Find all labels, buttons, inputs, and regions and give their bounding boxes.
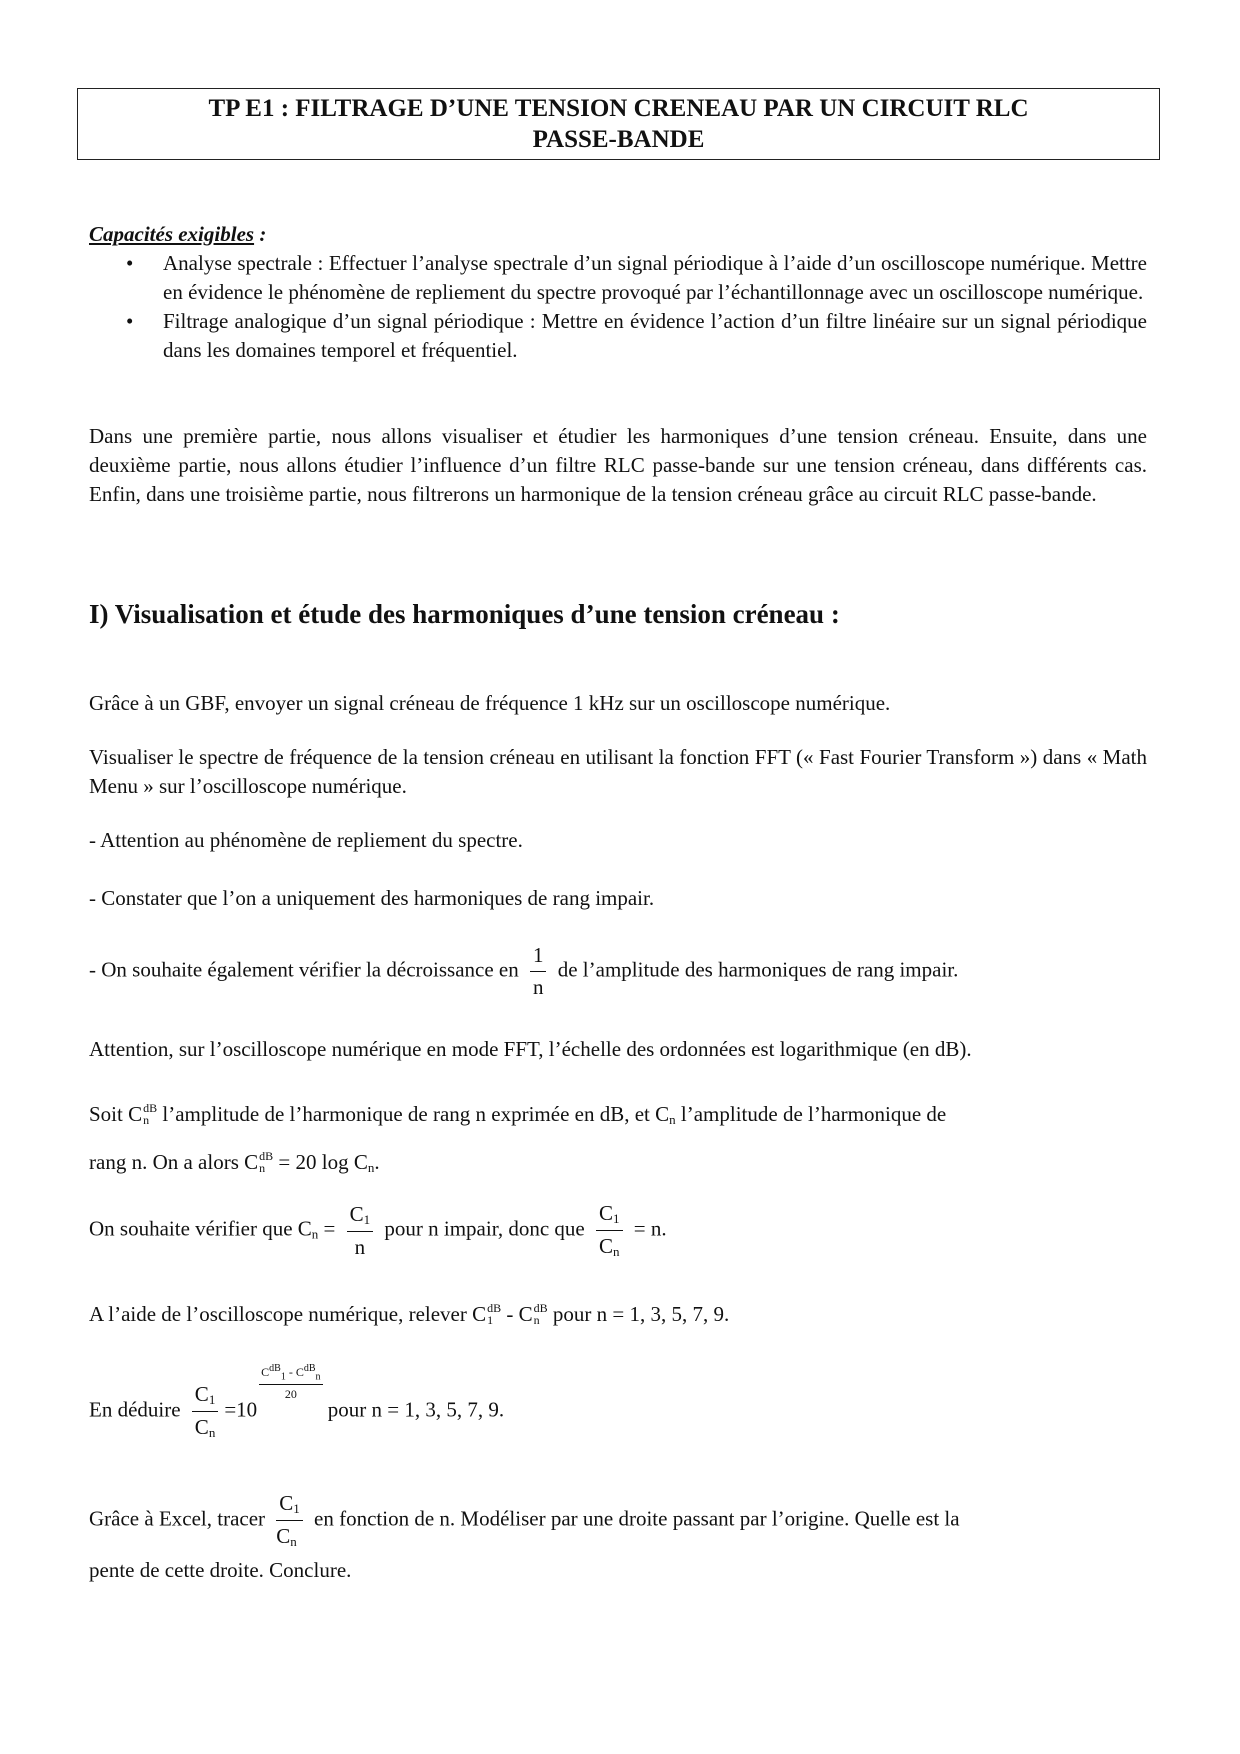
capacites-list [126, 249, 1147, 365]
subscript: n [613, 1244, 620, 1259]
paragraph-verifier [89, 1203, 1147, 1258]
text: = 20 log C [273, 1150, 368, 1174]
text: A l’aide de l’oscilloscope numérique, relever [89, 1302, 467, 1326]
exponent-numerator: $C^{dB}_1 - C^{dB}_n$ [259, 1364, 322, 1385]
text: pour n = 1, 3, 5, 7, 9. [552, 1302, 730, 1326]
text: pour n = 1, 3, 5, 7, 9. [327, 1397, 505, 1422]
fraction-numerator [276, 1493, 303, 1521]
subscript: 1 [208, 1392, 216, 1407]
section-heading: I) Visualisation et étude des harmoniques d’une tension créneau : [89, 599, 840, 629]
capacites-heading: Capacités exigibles [89, 222, 255, 246]
text: l’amplitude de l’harmonique de rang n exprimée en dB, et C [162, 1102, 670, 1126]
fraction-numerator [192, 1384, 219, 1412]
paragraph-repliement: - Attention au phénomène de repliement du spectre. [89, 828, 523, 852]
fraction-c1-over-n [347, 1201, 374, 1259]
subscript: n [367, 1160, 375, 1175]
text: rang n. On a alors [89, 1150, 239, 1174]
paragraph-echelle: Attention, sur l’oscilloscope numérique en mode FFT, l’échelle des ordonnées est logarithmique (en dB). [89, 1037, 972, 1061]
fraction-numerator [596, 1203, 623, 1231]
title-box [77, 88, 1160, 160]
text: pente de cette droite. Conclure. [89, 1558, 352, 1582]
list-item: • Analyse spectrale : Effectuer l’analyse spectrale d’un signal périodique à l’aide d’un oscilloscope numérique. Mettre en évidence le phénomène de repliement du spectre provoqué par l’échantillonnage avec un oscilloscope numérique. [126, 249, 1147, 307]
superscript: dB [143, 1101, 158, 1116]
text: l’amplitude de l’harmonique de [675, 1102, 947, 1126]
fraction-denominator: n [532, 975, 544, 999]
capacites-heading-line [89, 220, 1147, 249]
symbol-cn-db: C dB n [128, 1101, 158, 1128]
exponent-fraction [259, 1364, 322, 1400]
paragraph-rang-impair: - Constater que l’on a uniquement des harmoniques de rang impair. [89, 886, 655, 910]
superscript: dB [269, 1363, 281, 1374]
text: C [599, 1234, 614, 1258]
subscript: 1 [487, 1313, 494, 1328]
text: C [276, 1524, 291, 1548]
fraction-one-over-n [530, 945, 547, 998]
superscript: dB [259, 1149, 274, 1164]
fraction-numerator [347, 1201, 374, 1232]
fraction-denominator [596, 1231, 623, 1258]
fraction-denominator [192, 1412, 219, 1439]
paragraph-excel [89, 1493, 1147, 1592]
text: - [285, 1365, 296, 1379]
paragraph-relever [89, 1300, 1147, 1329]
fraction-c1-over-cn [276, 1493, 303, 1548]
text: C [194, 1415, 209, 1439]
superscript: dB [487, 1301, 502, 1316]
text: Soit [89, 1102, 123, 1126]
text: Grâce à Excel, tracer [89, 1506, 266, 1531]
subscript: n [533, 1313, 540, 1328]
text: C [349, 1201, 364, 1226]
capacites-colon: : [254, 222, 267, 246]
text: = n. [633, 1216, 667, 1241]
text: C [279, 1491, 294, 1515]
text: On souhaite vérifier que C [89, 1216, 312, 1241]
title-line-2: PASSE-BANDE [532, 126, 705, 153]
subscript: 1 [293, 1501, 300, 1516]
symbol-cn-db: C dB n [518, 1301, 548, 1328]
subscript: n [290, 1534, 297, 1549]
subscript: 1 [280, 1371, 286, 1383]
symbol-cn-db: C dB n [244, 1149, 274, 1176]
paragraph-deduire [89, 1363, 1147, 1440]
subscript: n [143, 1113, 150, 1128]
subscript: n [311, 1226, 319, 1242]
text: pour n impair, donc que [384, 1216, 585, 1241]
paragraph-decroissance [89, 945, 1147, 998]
paragraph-soit [89, 1093, 1147, 1189]
text: C [194, 1382, 209, 1406]
text: C [599, 1201, 614, 1225]
text: =10 [224, 1397, 258, 1422]
title-line-1: TP E1 : FILTRAGE D’UNE TENSION CRENEAU PAR UN CIRCUIT RLC [208, 95, 1029, 122]
paragraph-fft: Visualiser le spectre de fréquence de la tension créneau en utilisant la fonction FFT (« Fast Fourier Transform ») dans « Math Menu » sur l’oscilloscope numérique. [89, 745, 1147, 798]
text: de l’amplitude des harmoniques de rang impair. [557, 957, 959, 982]
subscript: n [315, 1371, 321, 1383]
list-item: • Filtrage analogique d’un signal périodique : Mettre en évidence l’action d’un filtre linéaire sur un signal périodique dans les domaines temporel et fréquentiel. [126, 307, 1147, 365]
text: - On souhaite également vérifier la décroissance en [89, 957, 519, 982]
text: - [506, 1302, 514, 1326]
text: = [318, 1216, 336, 1241]
subscript: n [669, 1112, 676, 1127]
fraction-denominator [276, 1521, 303, 1548]
fraction-numerator: 1 [530, 945, 547, 972]
superscript: dB [303, 1363, 316, 1374]
subscript: 1 [363, 1211, 371, 1227]
text: En déduire [89, 1397, 181, 1422]
superscript: dB [533, 1301, 548, 1316]
intro-paragraph: Dans une première partie, nous allons visualiser et étudier les harmoniques d’une tension créneau. Ensuite, dans une deuxième partie, nous allons étudier l’influence d’un filtre RLC passe-bande sur une tension créneau, dans différents cas. Enfin, dans une troisième partie, nous filtrerons un harmonique de la tension créneau grâce au circuit RLC passe-bande. [89, 424, 1147, 506]
text: . [374, 1150, 380, 1174]
fraction-denominator: n [354, 1234, 366, 1259]
subscript: n [259, 1161, 266, 1176]
exponent-denominator: 20 [284, 1387, 297, 1402]
paragraph-gbf: Grâce à un GBF, envoyer un signal créneau de fréquence 1 kHz sur un oscilloscope numérique. [89, 691, 891, 715]
text: en fonction de n. Modéliser par une droite passant par l’origine. Quelle est la [314, 1506, 960, 1531]
symbol-c1-db: C dB 1 [472, 1301, 502, 1328]
fraction-c1-over-cn [192, 1384, 219, 1439]
subscript: 1 [613, 1211, 620, 1226]
subscript: n [208, 1425, 216, 1440]
fraction-c1-over-cn [596, 1203, 623, 1258]
